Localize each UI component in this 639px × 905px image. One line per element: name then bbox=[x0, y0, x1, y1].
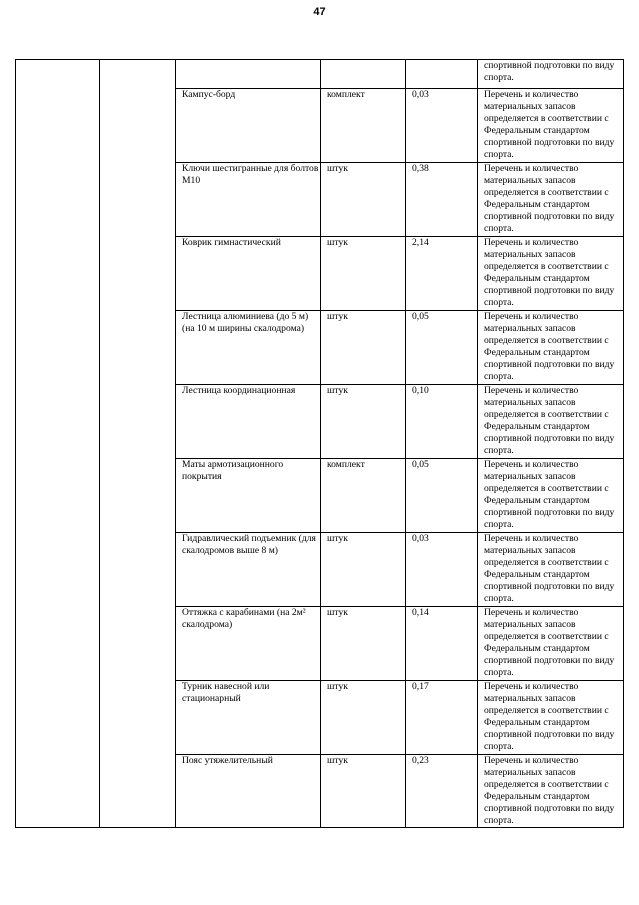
cell-note bbox=[478, 533, 624, 607]
cell-unit: комплект bbox=[321, 89, 406, 163]
page-number: 47 bbox=[313, 6, 326, 18]
cell-unit: штук bbox=[321, 385, 406, 459]
cell-quantity: 0,38 bbox=[406, 163, 478, 237]
note-text: Перечень и количество материальных запасов определяется в соответствии с Федеральным стандартом спортивной подготовки по виду спорта. bbox=[484, 163, 615, 234]
cell-name: Пояс утяжелительный bbox=[176, 755, 321, 828]
cell-name: Ключи шестигранные для болтов М10 bbox=[176, 163, 321, 237]
cell-quantity bbox=[406, 60, 478, 89]
cell-note bbox=[478, 607, 624, 681]
merged-cell-col2 bbox=[100, 60, 176, 828]
cell-name: Маты армотизационного покрытия bbox=[176, 459, 321, 533]
cell-quantity: 2,14 bbox=[406, 237, 478, 311]
note-text: Перечень и количество материальных запасов определяется в соответствии с Федеральным стандартом спортивной подготовки по виду спорта. bbox=[484, 89, 615, 160]
table-body bbox=[16, 60, 624, 828]
note-text: Перечень и количество материальных запасов определяется в соответствии с Федеральным стандартом спортивной подготовки по виду спорта. bbox=[484, 385, 615, 456]
note-text: Перечень и количество материальных запасов определяется в соответствии с Федеральным стандартом спортивной подготовки по виду спорта. bbox=[484, 755, 615, 826]
equipment-table bbox=[15, 59, 624, 828]
cell-quantity: 0,23 bbox=[406, 755, 478, 828]
note-text: Перечень и количество материальных запасов определяется в соответствии с Федеральным стандартом спортивной подготовки по виду спорта. bbox=[484, 607, 615, 678]
cell-name: Лестница алюминиева (до 5 м) (на 10 м ширины скалодрома) bbox=[176, 311, 321, 385]
cell-name: Лестница координационная bbox=[176, 385, 321, 459]
cell-name: Оттяжка с карабинами (на 2м² скалодрома) bbox=[176, 607, 321, 681]
cell-name: Гидравлический подъемник (для скалодромов выше 8 м) bbox=[176, 533, 321, 607]
cell-quantity: 0,17 bbox=[406, 681, 478, 755]
cell-note bbox=[478, 163, 624, 237]
table-row-continuation bbox=[16, 60, 624, 89]
note-text: Перечень и количество материальных запасов определяется в соответствии с Федеральным стандартом спортивной подготовки по виду спорта. bbox=[484, 681, 615, 752]
cell-note bbox=[478, 237, 624, 311]
cell-name: Коврик гимнастический bbox=[176, 237, 321, 311]
cell-name: Турник навесной или стационарный bbox=[176, 681, 321, 755]
cell-name bbox=[176, 60, 321, 89]
cell-note bbox=[478, 311, 624, 385]
cell-unit: штук bbox=[321, 755, 406, 828]
cell-unit bbox=[321, 60, 406, 89]
cell-name: Кампус-борд bbox=[176, 89, 321, 163]
cell-quantity: 0,05 bbox=[406, 459, 478, 533]
cell-note bbox=[478, 459, 624, 533]
cell-note bbox=[478, 681, 624, 755]
cell-unit: штук bbox=[321, 607, 406, 681]
cell-unit: штук bbox=[321, 533, 406, 607]
cell-note bbox=[478, 89, 624, 163]
cell-note bbox=[478, 60, 624, 89]
cell-unit: штук bbox=[321, 237, 406, 311]
cell-unit: штук bbox=[321, 311, 406, 385]
cell-unit: комплект bbox=[321, 459, 406, 533]
cell-quantity: 0,03 bbox=[406, 89, 478, 163]
cell-quantity: 0,14 bbox=[406, 607, 478, 681]
cell-unit: штук bbox=[321, 681, 406, 755]
cell-quantity: 0,05 bbox=[406, 311, 478, 385]
continuation-note: спортивной подготовки по виду спорта. bbox=[484, 60, 615, 83]
cell-note bbox=[478, 755, 624, 828]
note-text: Перечень и количество материальных запасов определяется в соответствии с Федеральным стандартом спортивной подготовки по виду спорта. bbox=[484, 459, 615, 530]
note-text: Перечень и количество материальных запасов определяется в соответствии с Федеральным стандартом спортивной подготовки по виду спорта. bbox=[484, 237, 615, 308]
note-text: Перечень и количество материальных запасов определяется в соответствии с Федеральным стандартом спортивной подготовки по виду спорта. bbox=[484, 311, 615, 382]
cell-note bbox=[478, 385, 624, 459]
merged-cell-col1 bbox=[16, 60, 100, 828]
cell-unit: штук bbox=[321, 163, 406, 237]
note-text: Перечень и количество материальных запасов определяется в соответствии с Федеральным стандартом спортивной подготовки по виду спорта. bbox=[484, 533, 615, 604]
cell-quantity: 0,10 bbox=[406, 385, 478, 459]
cell-quantity: 0,03 bbox=[406, 533, 478, 607]
